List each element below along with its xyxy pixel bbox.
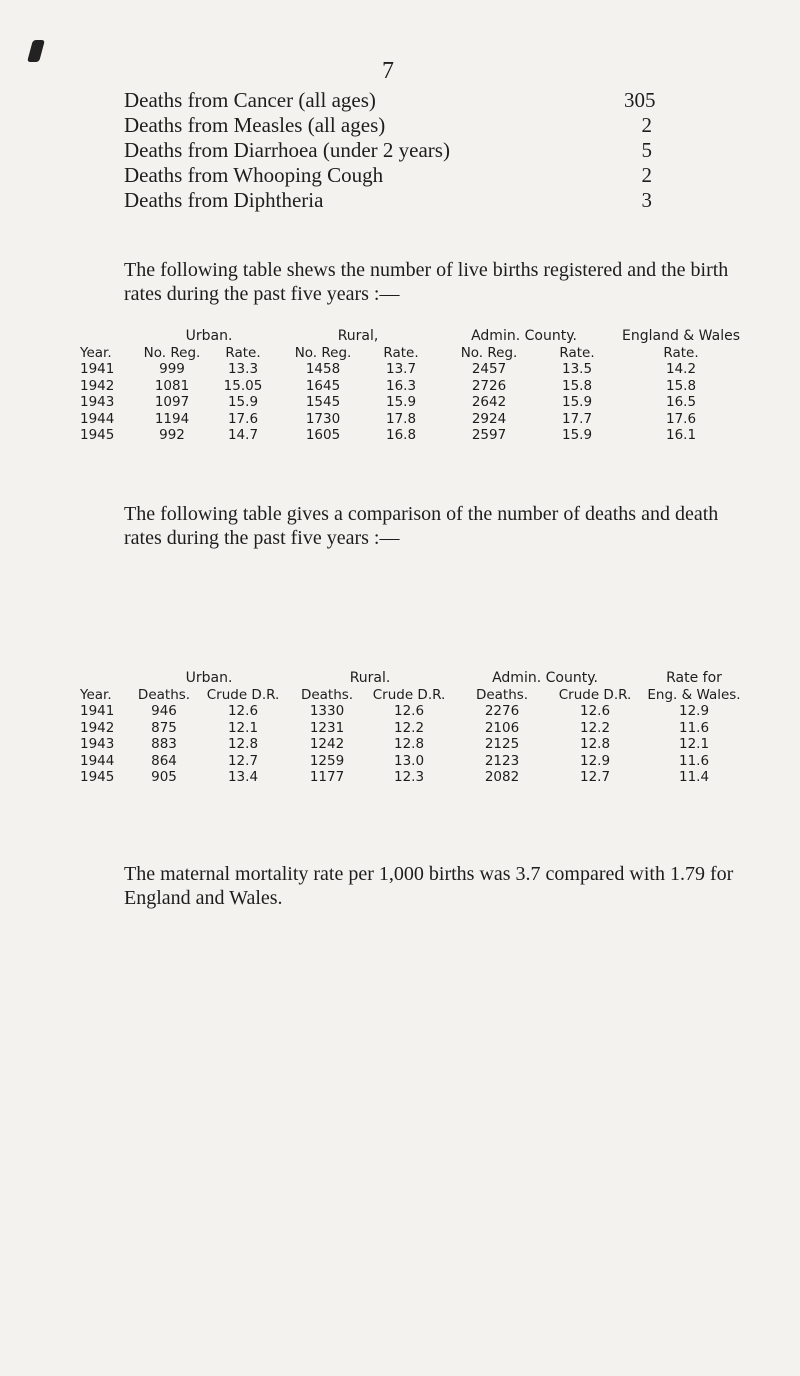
deaths-list: [124, 88, 656, 213]
deaths-value-cell: 2125: [484, 736, 520, 752]
deaths-year-cell: 1942: [80, 719, 115, 736]
deaths-value-cell: 905: [151, 769, 177, 785]
deaths-value-cell: 1177: [309, 769, 345, 785]
births-value-cell: 13.5: [561, 361, 593, 377]
births-year-cell: 1941: [80, 361, 115, 377]
deaths-col-year: Year.: [80, 686, 112, 703]
deaths-list-item: [124, 138, 652, 163]
births-value-cell: 15.9: [227, 394, 259, 410]
deaths-value-cell: 2123: [484, 752, 520, 769]
deaths-list-label: Deaths from Whooping Cough: [124, 163, 384, 187]
deaths-table-row: [80, 736, 750, 753]
births-value-cell: 992: [159, 427, 185, 443]
deaths-list-label: Deaths from Measles (all ages): [124, 113, 386, 137]
deaths-value-cell: 12.3: [393, 769, 425, 785]
births-col-header: No. Reg.: [143, 344, 201, 361]
births-table-row: [80, 427, 750, 444]
deaths-value-cell: 946: [151, 703, 177, 719]
maternal-mortality-text: The maternal mortality rate per 1,000 births was 3.7 compared with 1.79 for England and Wales.: [124, 863, 734, 909]
deaths-list-value: 3: [641, 188, 652, 212]
births-table-row: [80, 394, 750, 411]
births-value-cell: 15.05: [223, 377, 263, 394]
deaths-group-rural: Rural.: [349, 670, 391, 686]
births-value-cell: 16.3: [385, 377, 417, 394]
births-value-cell: 15.9: [561, 427, 593, 443]
births-col-header: No. Reg.: [294, 344, 352, 361]
births-value-cell: 17.6: [665, 410, 697, 427]
births-col-header: No. Reg.: [460, 344, 518, 361]
births-value-cell: 13.7: [385, 361, 417, 377]
births-value-cell: 1097: [154, 394, 190, 410]
births-value-cell: 15.9: [561, 394, 593, 410]
deaths-value-cell: 864: [151, 752, 177, 769]
deaths-list-item: [124, 163, 652, 188]
deaths-subheader-row: [80, 687, 750, 704]
deaths-list-label: Deaths from Diphtheria: [124, 188, 324, 212]
births-table-body: [80, 361, 750, 444]
deaths-value-cell: 12.2: [579, 719, 611, 736]
births-value-cell: 2597: [471, 427, 507, 443]
births-table-row: [80, 411, 750, 428]
births-col-header: Rate.: [663, 344, 699, 361]
deaths-value-cell: 12.6: [579, 703, 611, 719]
births-year-cell: 1945: [80, 427, 115, 443]
deaths-col-header: Deaths.: [137, 686, 191, 703]
births-value-cell: 2726: [471, 377, 507, 394]
deaths-table-row: [80, 753, 750, 770]
deaths-value-cell: 1330: [309, 703, 345, 719]
deaths-value-cell: 12.1: [678, 736, 710, 752]
deaths-value-cell: 12.9: [678, 703, 710, 719]
births-group-county: Admin. County.: [471, 328, 577, 344]
deaths-value-cell: 1231: [309, 719, 345, 736]
deaths-table-row: [80, 703, 750, 720]
deaths-intro: The following table gives a comparison of the number of deaths and death rates during the past five years :—: [124, 503, 719, 549]
deaths-col-header: Eng. & Wales.: [647, 686, 741, 703]
deaths-value-cell: 11.6: [678, 719, 710, 736]
deaths-value-cell: 2082: [484, 769, 520, 785]
deaths-list-value: 5: [641, 138, 652, 162]
deaths-list-item: [124, 88, 656, 113]
births-value-cell: 15.8: [561, 377, 593, 394]
births-group-rural: Rural,: [337, 328, 379, 344]
deaths-list-value: 305: [624, 88, 656, 112]
deaths-col-header: Deaths.: [300, 686, 354, 703]
deaths-list-label: Deaths from Diarrhoea (under 2 years): [124, 138, 450, 162]
births-value-cell: 999: [159, 361, 185, 377]
births-value-cell: 17.8: [385, 410, 417, 427]
deaths-value-cell: 12.6: [393, 703, 425, 719]
births-value-cell: 1458: [305, 361, 341, 377]
deaths-value-cell: 12.8: [393, 736, 425, 752]
births-value-cell: 2924: [471, 410, 507, 427]
deaths-table: [80, 670, 750, 786]
births-group-header-row: [80, 328, 750, 345]
scan-mark: [27, 40, 45, 62]
deaths-group-county: Admin. County.: [492, 670, 598, 686]
births-value-cell: 1194: [154, 410, 190, 427]
births-table: [80, 328, 750, 444]
page-number: 7: [382, 58, 394, 84]
births-value-cell: 15.9: [385, 394, 417, 410]
births-table-row: [80, 361, 750, 378]
births-col-header: Rate.: [383, 344, 419, 361]
births-year-cell: 1944: [80, 410, 115, 427]
births-group-england: England & Wales: [622, 328, 740, 344]
births-value-cell: 15.8: [665, 377, 697, 394]
births-value-cell: 16.8: [385, 427, 417, 443]
deaths-year-cell: 1944: [80, 752, 115, 769]
births-col-header: Rate.: [559, 344, 595, 361]
births-value-cell: 1545: [305, 394, 341, 410]
deaths-value-cell: 1242: [309, 736, 345, 752]
deaths-group-urban: Urban.: [185, 670, 233, 686]
deaths-col-header: Crude D.R.: [558, 686, 632, 703]
deaths-list-label: Deaths from Cancer (all ages): [124, 88, 376, 112]
births-year-cell: 1943: [80, 394, 115, 410]
deaths-value-cell: 12.6: [227, 703, 259, 719]
deaths-value-cell: 875: [151, 719, 177, 736]
births-value-cell: 17.7: [561, 410, 593, 427]
births-value-cell: 2642: [471, 394, 507, 410]
deaths-value-cell: 12.8: [227, 736, 259, 752]
deaths-value-cell: 883: [151, 736, 177, 752]
births-value-cell: 1730: [305, 410, 341, 427]
births-subheader-row: [80, 345, 750, 362]
births-value-cell: 1605: [305, 427, 341, 443]
births-value-cell: 1645: [305, 377, 341, 394]
deaths-value-cell: 12.7: [579, 769, 611, 785]
deaths-value-cell: 12.2: [393, 719, 425, 736]
deaths-value-cell: 13.0: [393, 752, 425, 769]
deaths-list-item: [124, 113, 652, 138]
deaths-col-header: Deaths.: [475, 686, 529, 703]
deaths-value-cell: 2106: [484, 719, 520, 736]
births-col-year: Year.: [80, 344, 112, 361]
births-group-urban: Urban.: [185, 328, 233, 344]
deaths-list-item: [124, 188, 652, 213]
deaths-value-cell: 12.8: [579, 736, 611, 752]
deaths-value-cell: 12.1: [227, 719, 259, 736]
deaths-col-header: Crude D.R.: [372, 686, 446, 703]
deaths-year-cell: 1941: [80, 703, 115, 719]
deaths-value-cell: 11.4: [678, 769, 710, 785]
deaths-col-header: Crude D.R.: [206, 686, 280, 703]
deaths-table-row: [80, 720, 750, 737]
births-value-cell: 14.7: [227, 427, 259, 443]
deaths-year-cell: 1945: [80, 769, 115, 785]
births-table-row: [80, 378, 750, 395]
deaths-value-cell: 1259: [309, 752, 345, 769]
deaths-table-body: [80, 703, 750, 786]
births-value-cell: 16.5: [665, 394, 697, 410]
deaths-value-cell: 12.7: [227, 752, 259, 769]
births-intro: The following table shews the number of live births registered and the birth rates during the past five years :—: [124, 259, 729, 305]
deaths-value-cell: 2276: [484, 703, 520, 719]
births-year-cell: 1942: [80, 377, 115, 394]
births-value-cell: 17.6: [227, 410, 259, 427]
deaths-year-cell: 1943: [80, 736, 115, 752]
births-value-cell: 14.2: [665, 361, 697, 377]
deaths-value-cell: 13.4: [227, 769, 259, 785]
deaths-table-row: [80, 769, 750, 786]
deaths-list-value: 2: [641, 163, 652, 187]
deaths-value-cell: 12.9: [579, 752, 611, 769]
deaths-list-value: 2: [641, 113, 652, 137]
births-value-cell: 16.1: [665, 427, 697, 443]
deaths-value-cell: 11.6: [678, 752, 710, 769]
deaths-group-rate-for: Rate for: [666, 670, 722, 686]
births-value-cell: 2457: [471, 361, 507, 377]
births-value-cell: 1081: [154, 377, 190, 394]
births-col-header: Rate.: [225, 344, 261, 361]
births-value-cell: 13.3: [227, 361, 259, 377]
deaths-group-header-row: [80, 670, 750, 687]
